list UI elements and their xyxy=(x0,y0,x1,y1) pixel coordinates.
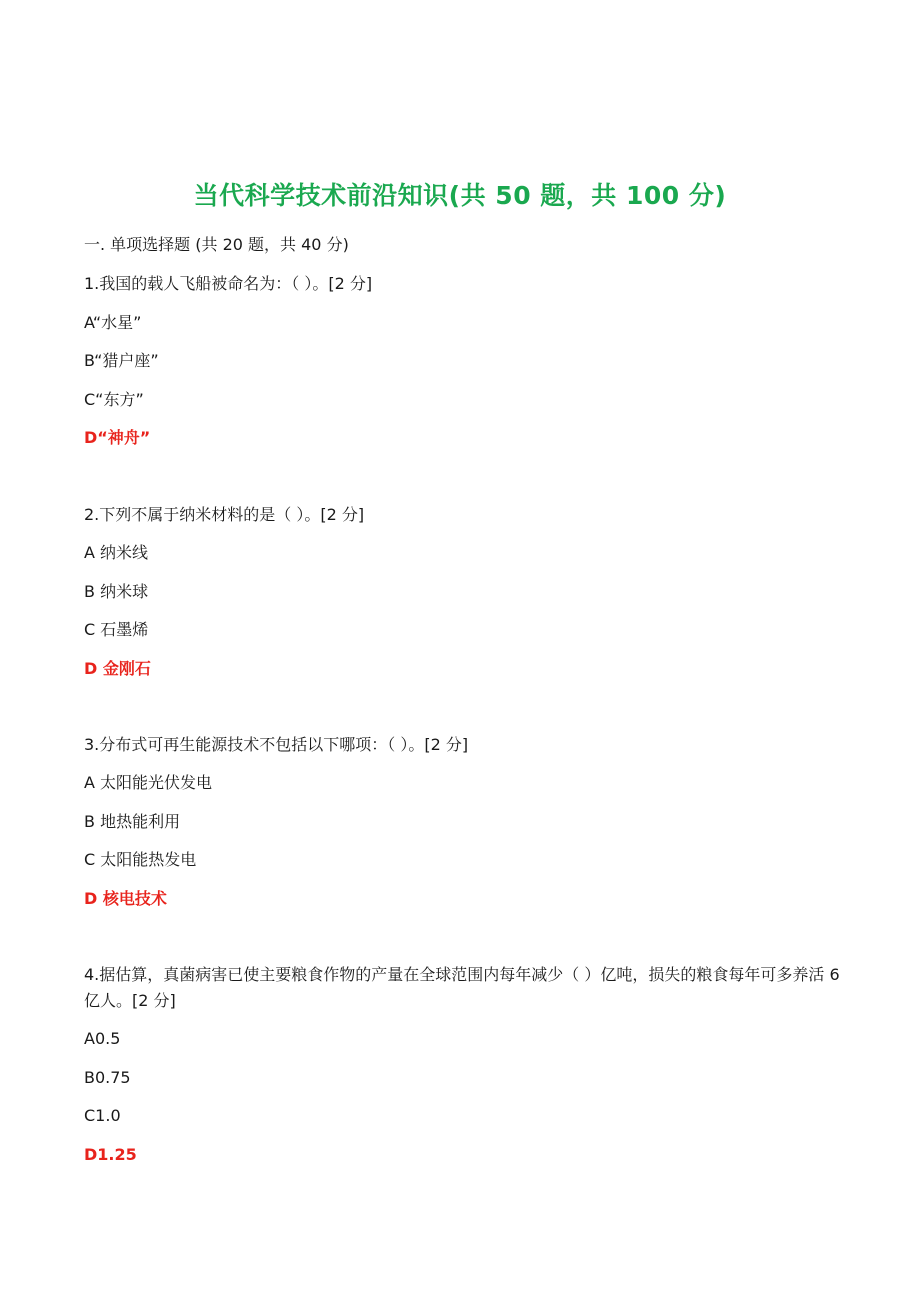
question-1-option-c: C“东方” xyxy=(84,390,144,409)
question-4-stem: 4.据估算，真菌病害已使主要粮食作物的产量在全球范围内每年减少（ ）亿吨，损失的粮食每年可多养活 6 亿人。[2 分] xyxy=(84,965,840,1010)
question-1-option-d-answer: D“神舟” xyxy=(84,428,151,447)
question-2-option-b: B 纳米球 xyxy=(84,582,149,601)
question-2-option-c: C 石墨烯 xyxy=(84,620,149,639)
question-2-option-a: A 纳米线 xyxy=(84,543,149,562)
question-4-option-a: A0.5 xyxy=(84,1029,121,1048)
section-heading: 一. 单项选择题 (共 20 题，共 40 分) xyxy=(84,235,349,254)
question-3-stem: 3.分布式可再生能源技术不包括以下哪项：（ ）。[2 分] xyxy=(84,735,469,754)
question-1-stem: 1.我国的载人飞船被命名为：（ ）。[2 分] xyxy=(84,274,373,293)
question-2-option-d-answer: D 金刚石 xyxy=(84,659,151,678)
question-1-option-b: B“猎户座” xyxy=(84,351,159,370)
question-3-option-c: C 太阳能热发电 xyxy=(84,850,197,869)
question-3-option-d-answer: D 核电技术 xyxy=(84,889,167,908)
question-3-option-a: A 太阳能光伏发电 xyxy=(84,773,213,792)
question-2-stem: 2.下列不属于纳米材料的是（ ）。[2 分] xyxy=(84,505,365,524)
question-4-option-b: B0.75 xyxy=(84,1068,131,1087)
document-title: 当代科学技术前沿知识(共 50 题，共 100 分) xyxy=(193,181,727,210)
question-1-option-a: A“水星” xyxy=(84,313,142,332)
question-3-option-b: B 地热能利用 xyxy=(84,812,181,831)
question-4-option-c: C1.0 xyxy=(84,1106,121,1125)
question-4-option-d-answer: D1.25 xyxy=(84,1145,137,1164)
